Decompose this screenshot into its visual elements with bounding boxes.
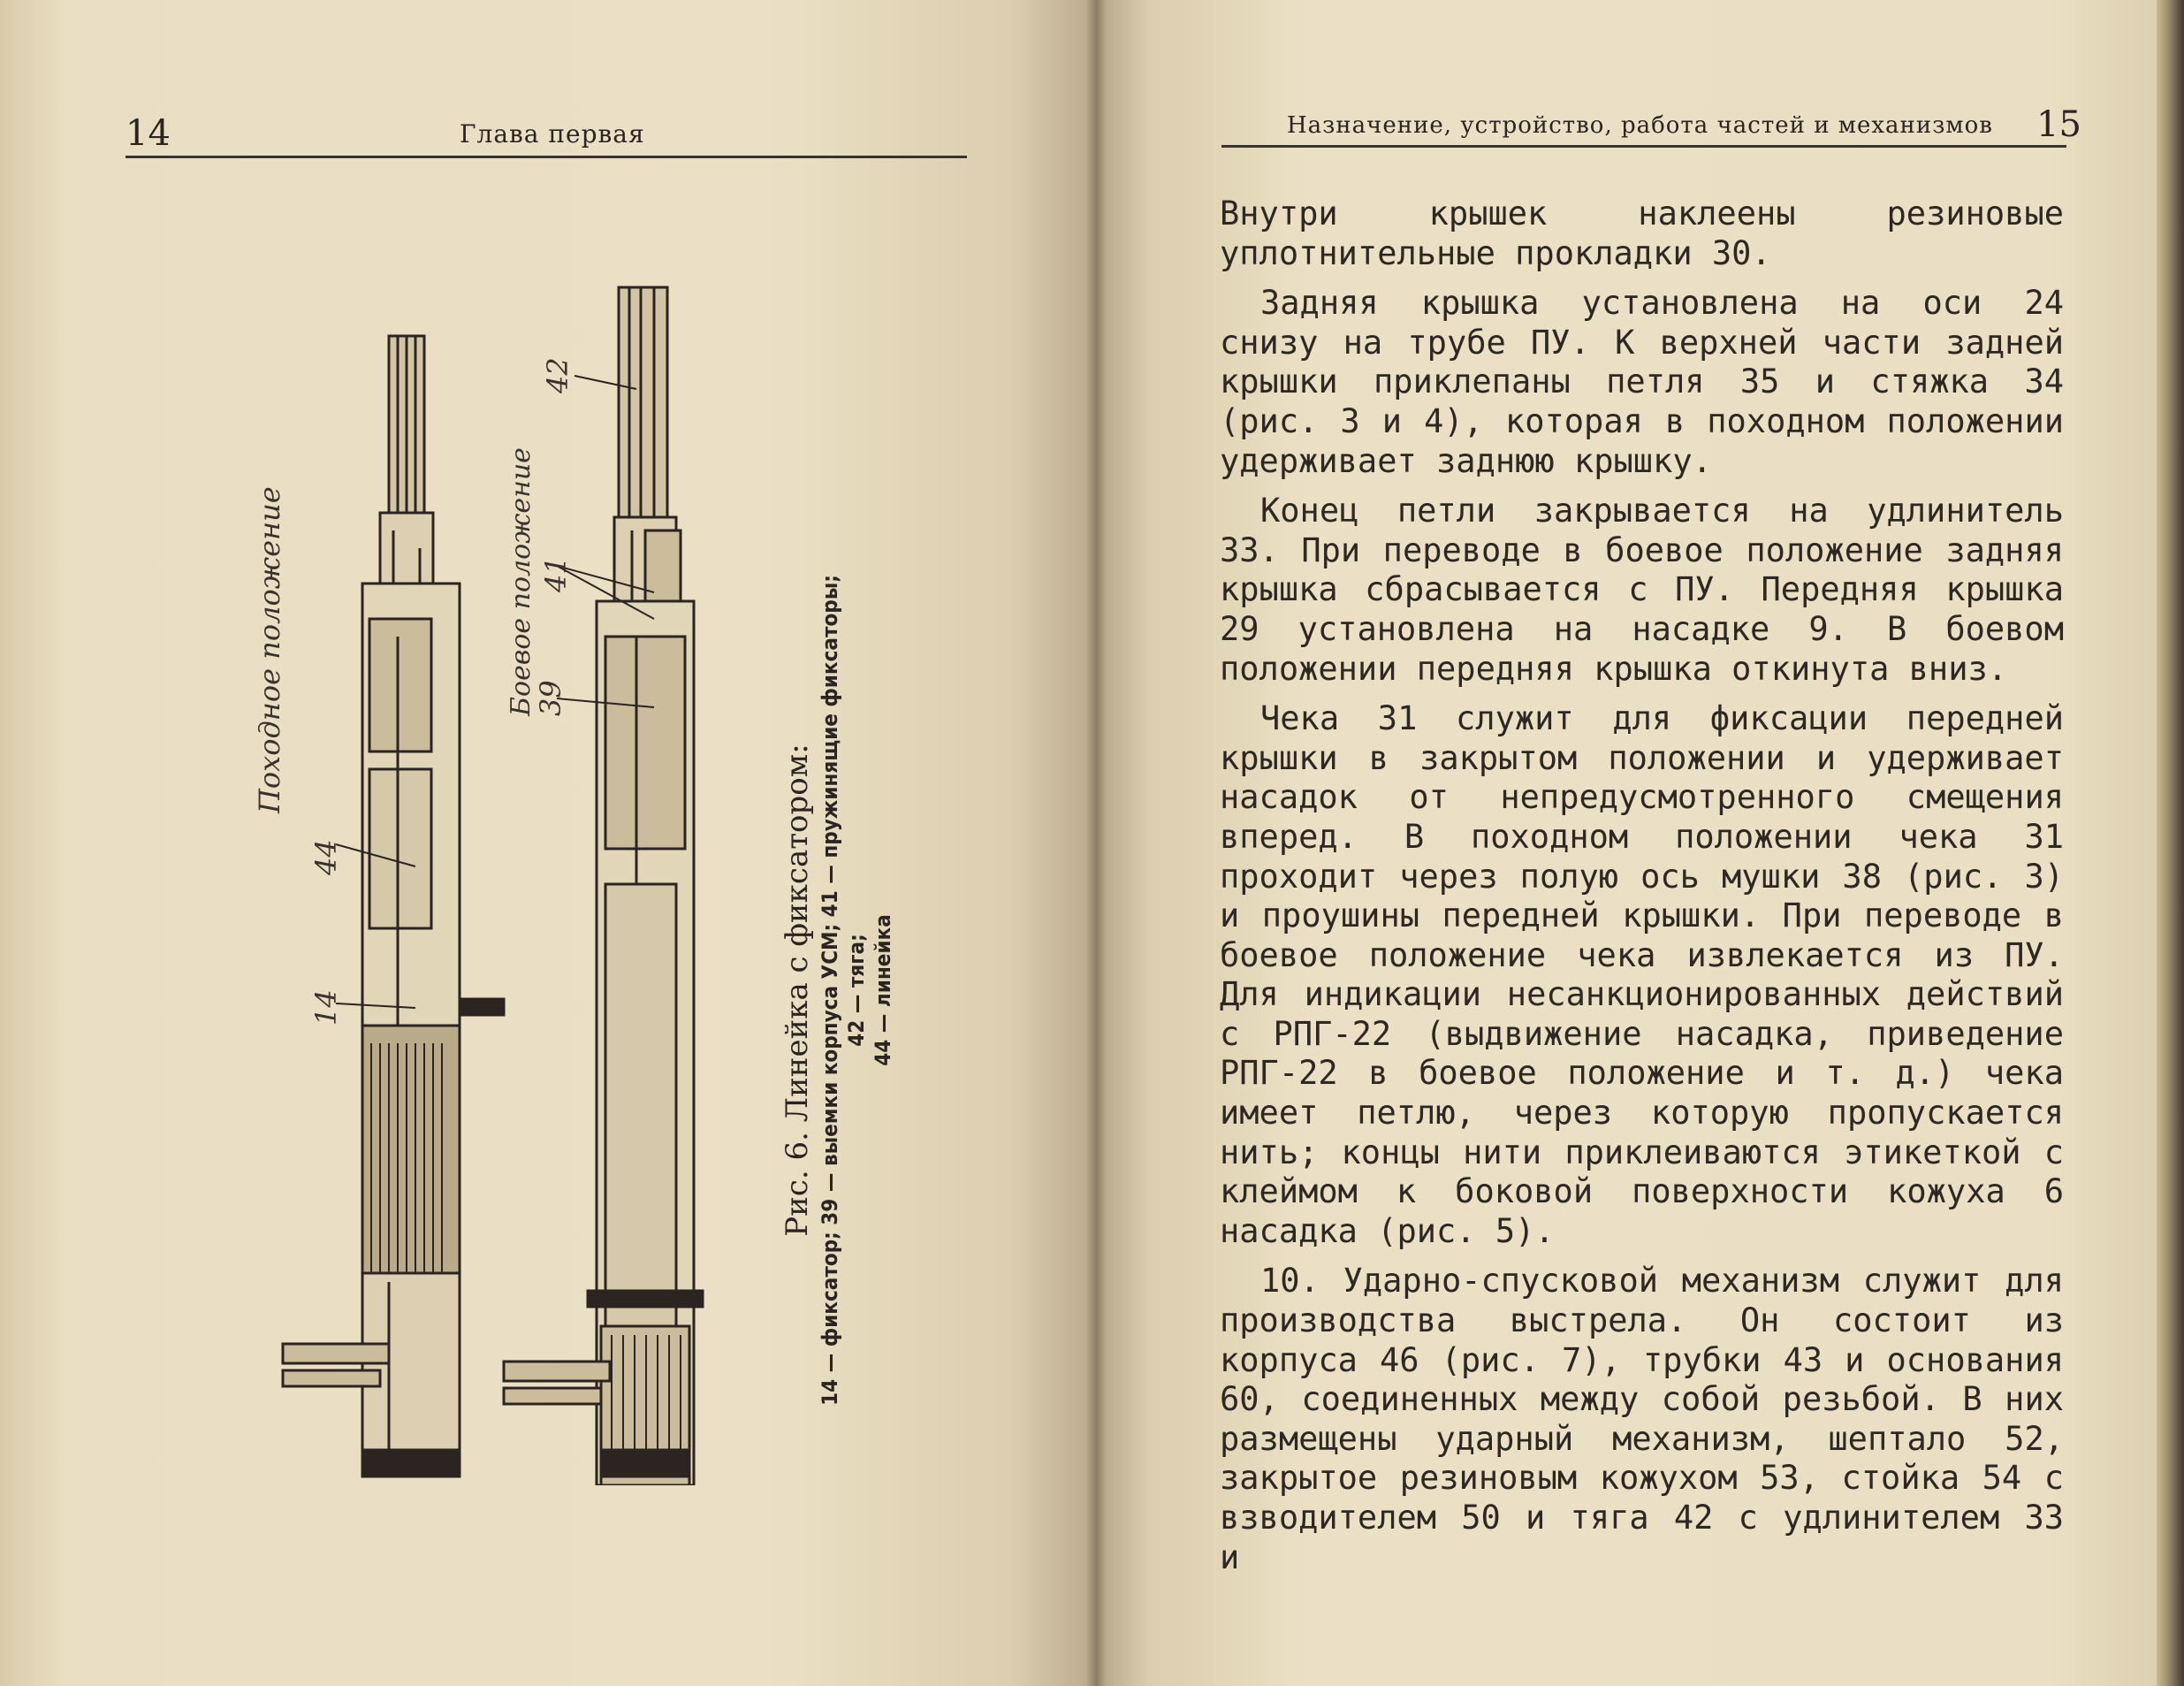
figure-caption-title: Рис. 6. Линейка с фиксатором: — [780, 744, 815, 1237]
callout-41: 41 — [539, 556, 573, 592]
left-page-number: 14 — [126, 113, 171, 154]
figure-caption-legend-1: 14 — фиксатор; 39 — выемки корпуса УСМ; 41 — пружинящие фиксаторы; 42 — тяга; — [818, 575, 869, 1406]
left-header-rule — [126, 156, 967, 158]
body-text — [1220, 195, 2064, 1588]
paragraph-3: Конец петли закрывается на удлинитель 33. При переводе в боевое положение задняя крышка сбрасывается с ПУ. Передняя крышка 29 установлена на насадке 9. В боевом положении передняя крышка откинута вниз. — [1220, 492, 2064, 688]
paragraph-4: Чека 31 служит для фиксации передней крышки в закрытом положении и удерживает насадок от непредусмотренного смещения вперед. В походном положении чека 31 проходит через полую ось мушки 38 (рис. 3) и проушины передней крышки. При переводе в боевое положение чека извлекается из ПУ. Для индикации несанкционированных действий с РПГ-22 (выдвижение насадка, приведение РПГ-22 в боевое положение и т. д.) чека имеет петлю, через которую пропускается нить; концы нити приклеиваются этикеткой с клеймом к боковой поверхности кожуха 6 насадка (рис. 5). — [1220, 699, 2064, 1250]
label-combat-position: Боевое положение — [506, 447, 536, 716]
paragraph-1: Внутри крышек наклеены резиновые уплотнительные прокладки 30. — [1220, 195, 2064, 272]
callout-14: 14 — [309, 989, 343, 1026]
right-header-rule — [1221, 145, 2066, 148]
paragraph-2: Задняя крышка установлена на оси 24 снизу на трубе ПУ. К верхней части задней крышки приклепаны петля 35 и стяжка 34 (рис. 3 и 4), которая в походном положении удерживает заднюю крышку. — [1220, 284, 2064, 480]
right-page-number: 15 — [2036, 104, 2081, 145]
figure-caption — [778, 566, 896, 1415]
label-travel-position: Походное положение — [253, 486, 286, 813]
device-travel-drawing — [283, 336, 504, 1476]
left-running-head: Глава первая — [460, 119, 645, 149]
callout-44: 44 — [309, 839, 343, 875]
right-running-head: Назначение, устройство, работа частей и механизмов — [1287, 112, 1993, 139]
callout-39: 39 — [534, 680, 567, 716]
figure-caption-legend-2: 44 — линейка — [871, 914, 895, 1066]
callout-42: 42 — [541, 357, 575, 393]
book-gutter — [1085, 0, 1107, 1686]
paragraph-5: 10. Ударно-спусковой механизм служит для производства выстрела. Он состоит из корпуса 46 (рис. 7), трубки 43 и основания 60, соединенных между собой резьбой. В них размещены ударный механизм, шептало 52, закрытое резиновым кожухом 53, стойка 54 с взводителем 50 и тяга 42 с удлинителем 33 и — [1220, 1262, 2064, 1576]
page-edge — [2157, 0, 2184, 1686]
